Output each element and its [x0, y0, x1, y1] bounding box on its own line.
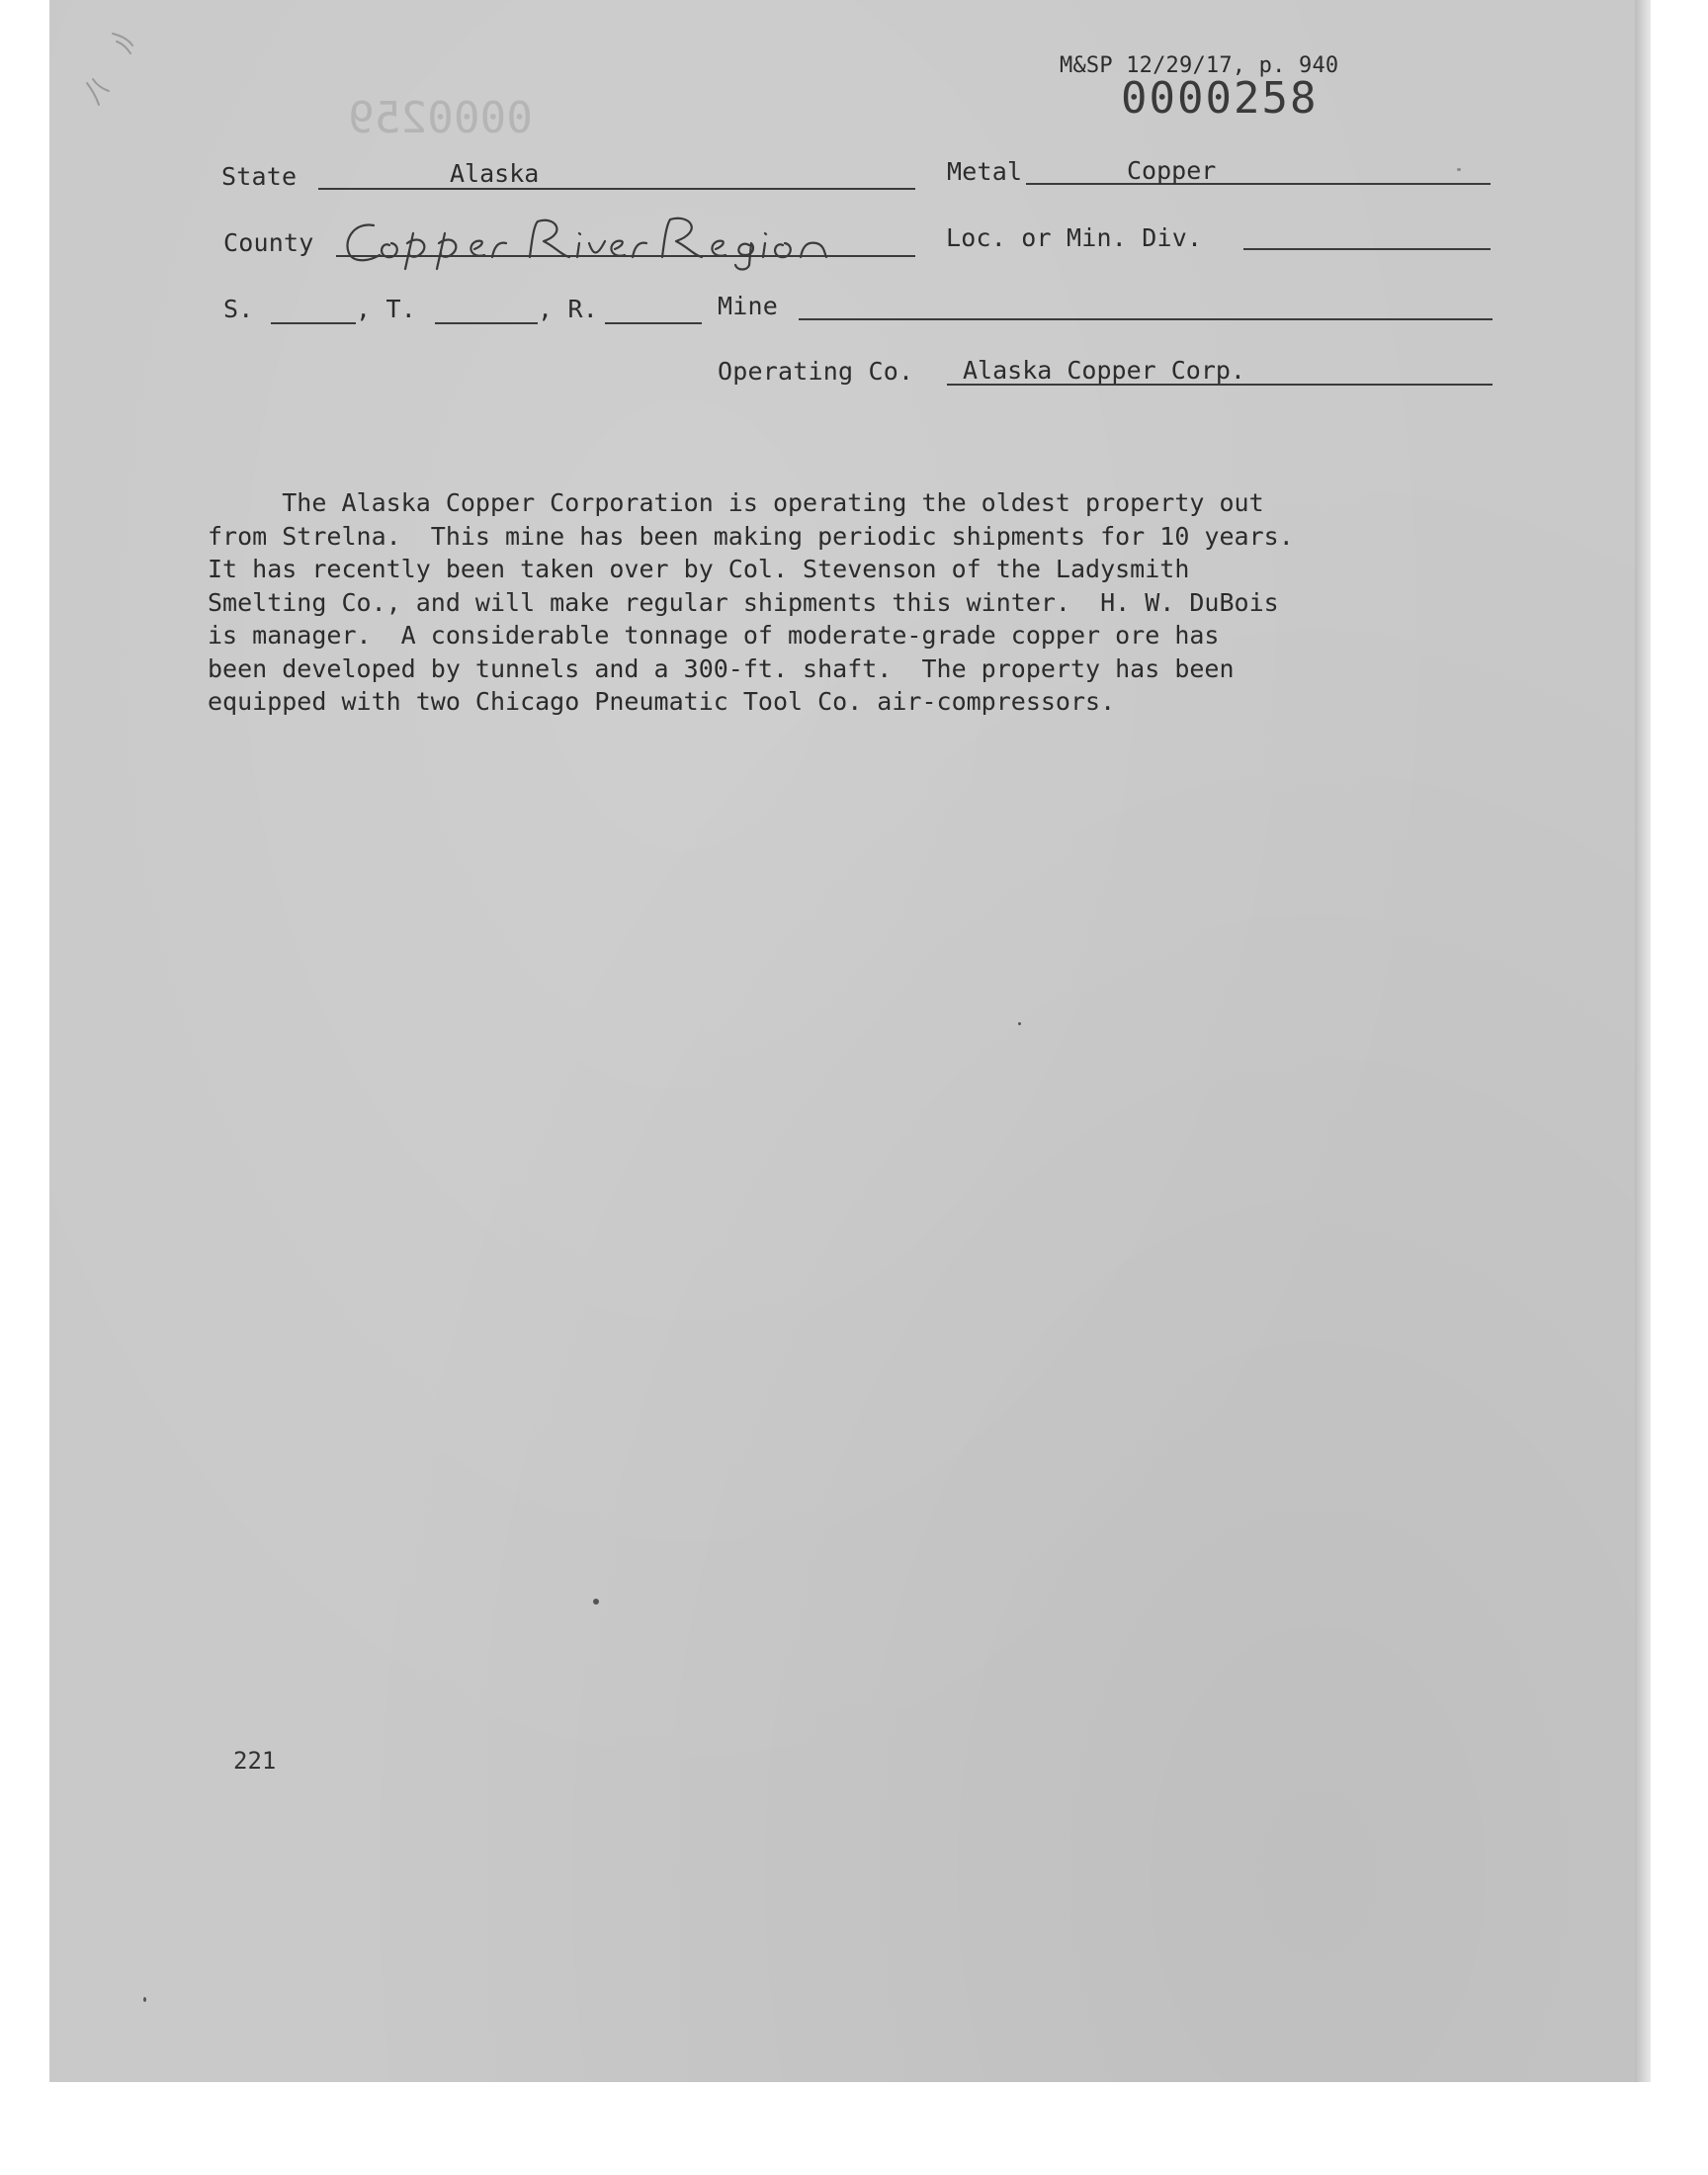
loc-min-div-underline	[1243, 248, 1491, 250]
body-line: The Alaska Copper Corporation is operating the oldest property out	[208, 488, 1264, 517]
operating-co-label: Operating Co.	[718, 357, 914, 386]
township-label: , T.	[356, 295, 417, 323]
body-line: been developed by tunnels and a 300-ft. shaft. The property has been	[208, 653, 1235, 683]
mine-underline	[799, 318, 1493, 320]
paper-speck	[1457, 168, 1461, 171]
document-stamp-number: 0000258	[1121, 73, 1319, 124]
paper-speck	[1018, 1022, 1021, 1025]
mirrored-bleed-through-number: 0000259	[348, 93, 533, 143]
metal-underline	[1026, 183, 1491, 185]
body-line: equipped with two Chicago Pneumatic Tool Co. air-compressors.	[208, 687, 1116, 716]
mine-label: Mine	[718, 292, 779, 320]
state-label: State	[221, 162, 298, 191]
body-line: Smelting Co., and will make regular shipments this winter. H. W. DuBois	[208, 587, 1279, 617]
township-underline	[435, 322, 538, 324]
state-value: Alaska	[450, 159, 540, 188]
section-label: S.	[223, 295, 254, 323]
metal-label: Metal	[947, 157, 1023, 186]
body-line: from Strelna. This mine has been making periodic shipments for 10 years.	[208, 521, 1294, 551]
range-label: , R.	[538, 295, 599, 323]
document-sheet	[49, 0, 1635, 2082]
body-line: It has recently been taken over by Col. Stevenson of the Ladysmith	[208, 555, 1190, 583]
report-body	[208, 486, 1453, 719]
range-underline	[605, 322, 702, 324]
body-line: is manager. A considerable tonnage of moderate-grade copper ore has	[208, 621, 1220, 650]
loc-min-div-label: Loc. or Min. Div.	[946, 223, 1203, 252]
county-label: County	[223, 228, 314, 257]
section-underline	[271, 322, 356, 324]
paper-speck	[143, 1997, 146, 2002]
source-reference: M&SP 12/29/17, p. 940	[1060, 53, 1339, 78]
state-underline	[318, 188, 915, 190]
paper-speck	[593, 1599, 599, 1605]
staple-mark	[69, 22, 168, 111]
county-handwritten-signature	[336, 212, 890, 271]
metal-value: Copper	[1127, 156, 1217, 185]
page-number: 221	[233, 1747, 277, 1775]
operating-co-value: Alaska Copper Corp.	[963, 356, 1245, 385]
